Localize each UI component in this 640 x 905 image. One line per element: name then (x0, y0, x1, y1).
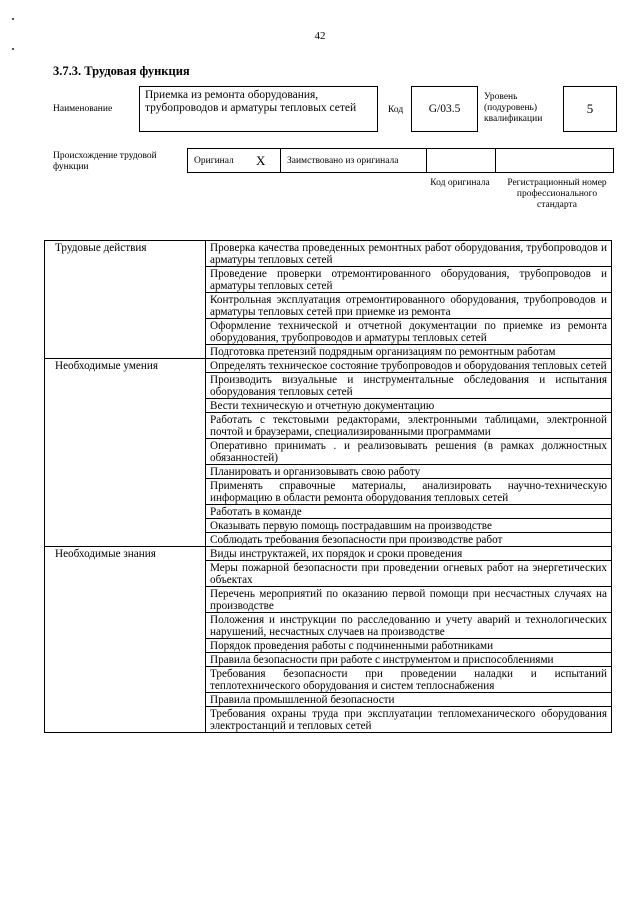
section-item: Подготовка претензий подрядным организациям по ремонтным работам (206, 345, 612, 359)
origin-row (187, 148, 614, 173)
code-box (411, 86, 478, 132)
level-value: 5 (586, 101, 594, 116)
table-row (45, 241, 612, 267)
section-item: Вести техническую и отчетную документацию (206, 399, 612, 413)
origin-divider (280, 149, 281, 172)
section-item: Правила безопасности при работе с инструментом и приспособлениями (206, 653, 612, 667)
origin-divider (495, 149, 496, 172)
code-original-caption: Код оригинала (430, 178, 490, 188)
original-mark: X (256, 152, 266, 168)
section-item: Применять справочные материалы, анализировать научно-техническую информацию в области ремонта оборудования тепловых сетей (206, 479, 612, 505)
section-title: 3.7.3. Трудовая функция (53, 64, 190, 78)
section-item: Оказывать первую помощь пострадавшим на производстве (206, 519, 612, 533)
section-item: Положения и инструкции по расследованию и учету аварий и технологических нарушений, несчастных случаев на производстве (206, 613, 612, 639)
section-item: Правила промышленной безопасности (206, 693, 612, 707)
section-item: Производить визуальные и инструментальные обследования и испытания оборудования тепловых сетей (206, 373, 612, 399)
scan-speck (12, 48, 14, 50)
origin-label: Происхождение трудовой функции (53, 151, 157, 172)
function-name-value: Приемка из ремонта оборудования, трубопроводов и арматуры тепловых сетей (145, 89, 357, 114)
origin-divider (426, 149, 427, 172)
section-item: Перечень мероприятий по оказанию первой помощи при несчастных случаях на производстве (206, 587, 612, 613)
registration-number-caption: Регистрационный номер профессионального стандарта (507, 178, 607, 210)
section-item: Планировать и организовывать свою работу (206, 465, 612, 479)
section-item: Проведение проверки отремонтированного оборудования, трубопроводов и арматуры тепловых сетей (206, 267, 612, 293)
level-label: Уровень (подуровень) квалификации (484, 92, 543, 124)
section-item: Соблюдать требования безопасности при производстве работ (206, 533, 612, 547)
page-number: 42 (314, 30, 326, 42)
section-item: Проверка качества проведенных ремонтных работ оборудования, трубопроводов и арматуры тепловых сетей (206, 241, 612, 267)
scan-speck (12, 18, 14, 20)
level-box (563, 86, 617, 132)
function-details-table (44, 240, 612, 733)
section-heading: Необходимые знания (45, 547, 206, 733)
section-item: Контрольная эксплуатация отремонтированного оборудования, трубопроводов и арматуры тепловых сетей при приемке из ремонта (206, 293, 612, 319)
table-row (45, 547, 612, 561)
section-item: Виды инструктажей, их порядок и сроки проведения (206, 547, 612, 561)
section-heading: Трудовые действия (45, 241, 206, 359)
section-heading: Необходимые умения (45, 359, 206, 547)
section-item: Оперативно принимать . и реализовывать решения (в рамках должностных обязанностей) (206, 439, 612, 465)
table-row (45, 359, 612, 373)
section-item: Требования безопасности при проведении наладки и испытаний теплотехнического оборудования и систем теплоснабжения (206, 667, 612, 693)
borrowed-label: Заимствовано из оригинала (287, 155, 399, 166)
section-item: Работать в команде (206, 505, 612, 519)
name-label: Наименование (53, 104, 113, 114)
section-item: Определять техническое состояние трубопроводов и оборудования тепловых сетей (206, 359, 612, 373)
section-item: Работать с текстовыми редакторами, электронными таблицами, электронной почтой и браузерами, специализированными программами (206, 413, 612, 439)
section-item: Требования охраны труда при эксплуатации тепломеханического оборудования электростанций и тепловых сетей (206, 707, 612, 733)
section-item: Порядок проведения работы с подчиненными работниками (206, 639, 612, 653)
function-name-box (139, 86, 378, 132)
section-item: Оформление технической и отчетной документации по приемке из ремонта оборудования, трубопроводов и арматуры тепловых сетей (206, 319, 612, 345)
code-value: G/03.5 (428, 103, 461, 115)
original-label: Оригинал (194, 155, 234, 166)
section-item: Меры пожарной безопасности при проведении огневых работ на энергетических объектах (206, 561, 612, 587)
code-label: Код (388, 105, 404, 115)
